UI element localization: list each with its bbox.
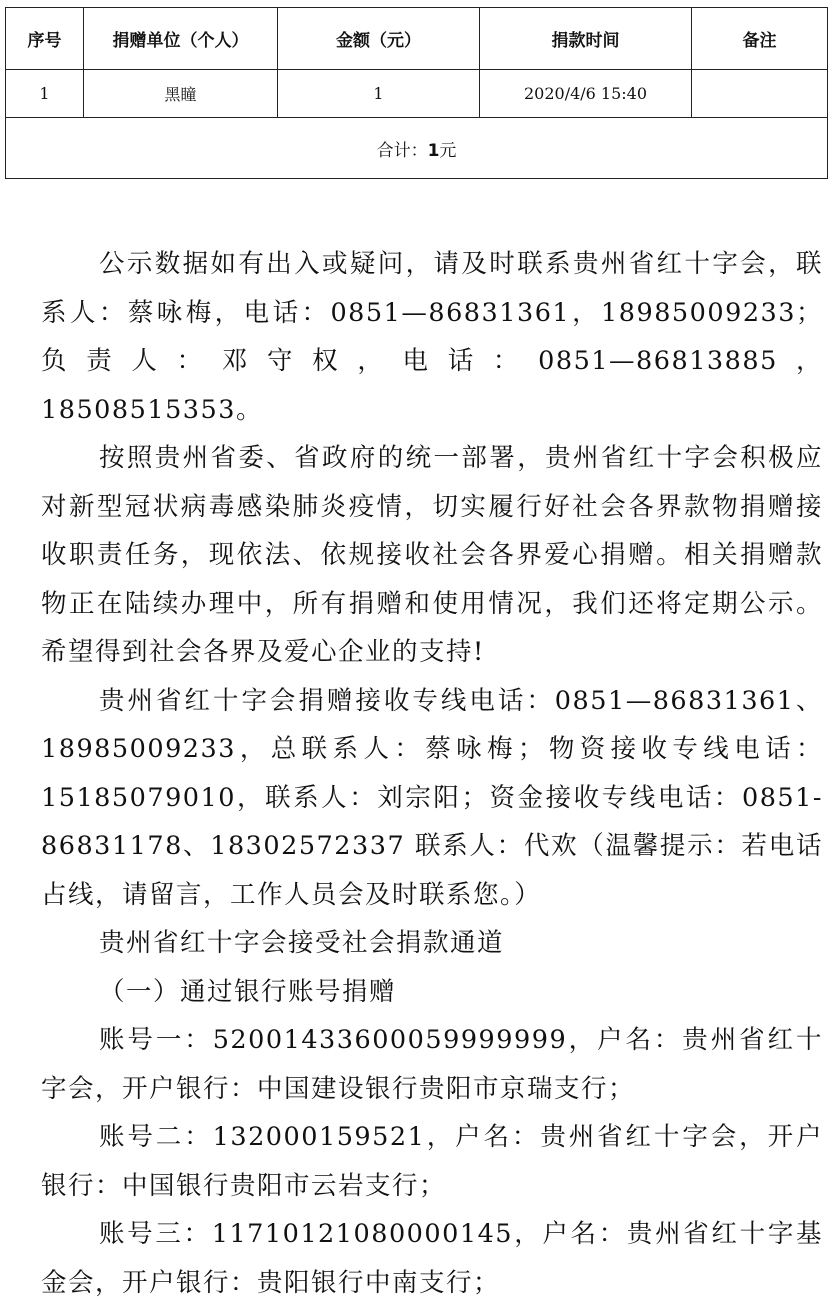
cell-amount: 1 <box>278 70 480 118</box>
column-header-note: 备注 <box>692 8 828 70</box>
total-label: 合计： <box>376 140 428 161</box>
paragraph-account-1: 账号一：52001433600059999999，户名：贵州省红十字会，开户银行：中国建设银行贵阳市京瑞支行； <box>41 1025 823 1104</box>
paragraph-bank-heading: （一）通过银行账号捐赠 <box>99 976 397 1007</box>
cell-donor: 黑瞳 <box>84 70 278 118</box>
paragraph-channel-heading: 贵州省红十字会接受社会捐款通道 <box>99 928 505 958</box>
paragraph-account-2: 账号二：132000159521，户名：贵州省红十字会，开户银行：中国银行贵阳市云岩支行； <box>41 1122 823 1201</box>
table-total-row <box>6 118 828 179</box>
column-header-donor: 捐赠单位（个人） <box>84 8 278 70</box>
paragraph-contact: 公示数据如有出入或疑问，请及时联系贵州省红十字会，联系人：蔡咏梅，电话：0851—86831361，18985009233；负责人：邓守权，电话：0851—86813885，18508515353。 <box>41 249 823 425</box>
total-cell <box>6 118 828 179</box>
column-header-time: 捐款时间 <box>480 8 692 70</box>
paragraph-deployment: 按照贵州省委、省政府的统一部署，贵州省红十字会积极应对新型冠状病毒感染肺炎疫情，切实履行好社会各界款物捐赠接收职责任务，现依法、依规接收社会各界爱心捐赠。相关捐赠款物正在陆续办理中，所有捐赠和使用情况，我们还将定期公示。希望得到社会各界及爱心企业的支持! <box>41 443 823 667</box>
cell-index: 1 <box>6 70 84 118</box>
column-header-amount: 金额（元） <box>278 8 480 70</box>
total-unit: 元 <box>439 140 457 161</box>
cell-time: 2020/4/6 15:40 <box>480 70 692 118</box>
total-amount: 1 <box>427 140 440 161</box>
column-header-index: 序号 <box>6 8 84 70</box>
cell-note <box>692 70 828 118</box>
table-row <box>6 70 828 118</box>
donation-table <box>5 7 828 179</box>
table-header-row <box>6 8 828 70</box>
announcement-text <box>41 240 823 1307</box>
paragraph-account-3: 账号三：11710121080000145，户名：贵州省红十字基金会，开户银行：贵阳银行中南支行； <box>41 1219 823 1298</box>
paragraph-hotline: 贵州省红十字会捐赠接收专线电话：0851—86831361、18985009233，总联系人：蔡咏梅；物资接收专线电话：15185079010，联系人：刘宗阳；资金接收专线电话：0851-86831178、18302572337 联系人：代欢（温馨提示：若电话占线，请留言，工作人员会及时联系您。） <box>41 685 823 910</box>
